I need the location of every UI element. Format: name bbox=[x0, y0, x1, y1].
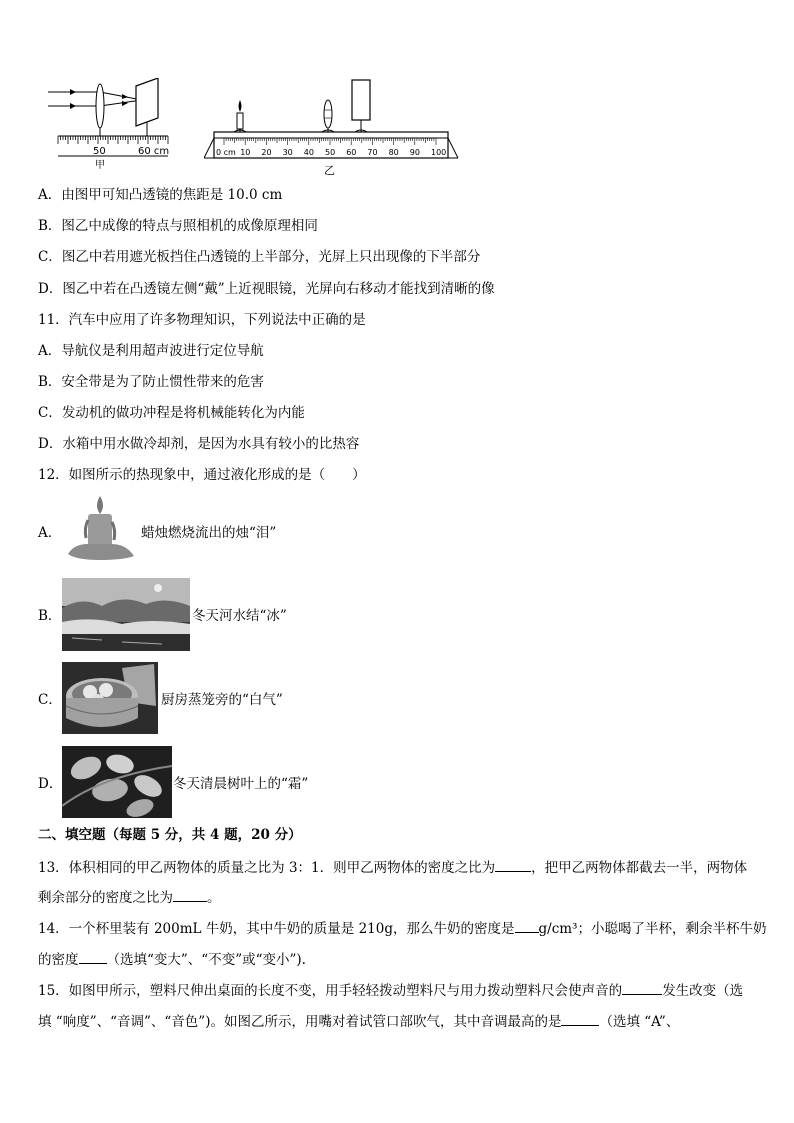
q11-option-c: C．发动机的做功冲程是将机械能转化为内能 bbox=[38, 405, 305, 421]
bench-tick-label: 40 bbox=[303, 148, 314, 157]
q10-option-a: A．由图甲可知凸透镜的焦距是 10.0 cm bbox=[38, 187, 283, 203]
ruler-label-50: 50 bbox=[93, 146, 106, 157]
q11-option-b: B．安全带是为了防止惯性带来的危害 bbox=[38, 374, 264, 390]
optical-bench-figure-yi bbox=[204, 78, 464, 178]
steamer-image bbox=[62, 662, 158, 734]
q12-stem: 12．如图所示的热现象中，通过液化形成的是（ ） bbox=[38, 467, 366, 483]
bench-tick-label: 50 bbox=[325, 148, 336, 157]
q15-text-2a: 填 “响度”、“音调”、“音色”)。如图乙所示，用嘴对着试管口部吹气，其中音调最高的是 bbox=[38, 1014, 562, 1030]
q15-blank-2[interactable] bbox=[561, 1011, 599, 1026]
q13-blank-2[interactable] bbox=[173, 887, 207, 902]
q15-text-1b: 发生改变（选 bbox=[662, 983, 744, 999]
q14-blank-1[interactable] bbox=[515, 918, 539, 933]
bench-tick-label: 30 bbox=[282, 148, 293, 157]
q11-option-a: A．导航仪是利用超声波进行定位导航 bbox=[38, 343, 264, 359]
q15-text-1a: 15．如图甲所示，塑料尺伸出桌面的长度不变，用手轻轻拨动塑料尺与用力拨动塑料尺会使声音的 bbox=[38, 983, 623, 999]
frost-leaves-image bbox=[62, 746, 172, 818]
q10-option-d: D．图乙中若在凸透镜左侧“戴”上近视眼镜，光屏向右移动才能找到清晰的像 bbox=[38, 281, 495, 297]
bench-tick-label: 80 bbox=[388, 148, 399, 157]
figure-caption-yi: 乙 bbox=[324, 164, 335, 177]
q12-option-c-text: 厨房蒸笼旁的“白气” bbox=[161, 692, 283, 708]
q13-text-2a: 剩余部分的密度之比为 bbox=[38, 890, 173, 906]
candle-tears-image bbox=[64, 494, 136, 562]
q12-option-d-text: 冬天清晨树叶上的“霜” bbox=[173, 776, 309, 792]
q15-line-1 bbox=[38, 980, 743, 1000]
q14-blank-2[interactable] bbox=[79, 949, 107, 964]
q13-text-1a: 13．体积相同的甲乙两物体的质量之比为 3：1．则甲乙两物体的密度之比为 bbox=[38, 860, 496, 876]
bench-tick-label: 60 bbox=[346, 148, 357, 157]
q14-text-2a: 的密度 bbox=[38, 952, 79, 968]
ruler-label-60: 60 cm bbox=[138, 146, 170, 157]
figure-caption-jia: 甲 bbox=[95, 160, 105, 170]
frozen-river-image bbox=[62, 578, 190, 651]
bench-tick-label: 70 bbox=[367, 148, 378, 157]
q13-text-1b: ，把甲乙两物体都截去一半，两物体 bbox=[531, 860, 748, 876]
q12-option-c-letter: C． bbox=[38, 692, 62, 708]
q13-line-2 bbox=[38, 887, 221, 907]
q12-option-a-letter: A． bbox=[38, 525, 62, 541]
q14-line-1 bbox=[38, 918, 766, 938]
q10-option-c: C．图乙中若用遮光板挡住凸透镜的上半部分，光屏上只出现像的下半部分 bbox=[38, 249, 481, 265]
q15-blank-1[interactable] bbox=[622, 980, 662, 995]
q12-option-b-letter: B． bbox=[38, 608, 62, 624]
q12-option-a-text: 蜡烛燃烧流出的烛“泪” bbox=[141, 525, 277, 541]
q13-text-2b: 。 bbox=[207, 890, 221, 906]
bench-tick-label: 100 bbox=[431, 148, 447, 157]
q14-text-1b: g/cm³；小聪喝了半杯，剩余半杯牛奶 bbox=[538, 921, 767, 937]
bench-tick-label: 10 bbox=[240, 148, 251, 157]
q12-option-b-text: 冬天河水结“冰” bbox=[192, 608, 287, 624]
q15-line-2 bbox=[38, 1011, 679, 1031]
q11-stem: 11．汽车中应用了许多物理知识，下列说法中正确的是 bbox=[38, 312, 366, 328]
q14-text-2b: （选填“变大”、“不变”或“变小”). bbox=[106, 952, 306, 968]
lens-figure-jia bbox=[40, 78, 175, 170]
q15-text-2b: （选填 “A”、 bbox=[599, 1014, 680, 1030]
bench-tick-label: 0 cm bbox=[216, 148, 236, 157]
q11-option-d: D．水箱中用水做冷却剂，是因为水具有较小的比热容 bbox=[38, 436, 360, 452]
bench-tick-label: 20 bbox=[261, 148, 272, 157]
bench-tick-label: 90 bbox=[409, 148, 420, 157]
q14-text-1a: 14．一个杯里装有 200mL 牛奶，其中牛奶的质量是 210g，那么牛奶的密度是 bbox=[38, 921, 515, 937]
q10-option-b: B．图乙中成像的特点与照相机的成像原理相同 bbox=[38, 218, 318, 234]
q13-line-1 bbox=[38, 857, 747, 877]
section-heading: 二、填空题（每题 5 分，共 4 题，20 分） bbox=[38, 827, 302, 843]
q14-line-2 bbox=[38, 949, 306, 969]
q13-blank-1[interactable] bbox=[495, 857, 531, 872]
q12-option-d-letter: D． bbox=[38, 776, 63, 792]
